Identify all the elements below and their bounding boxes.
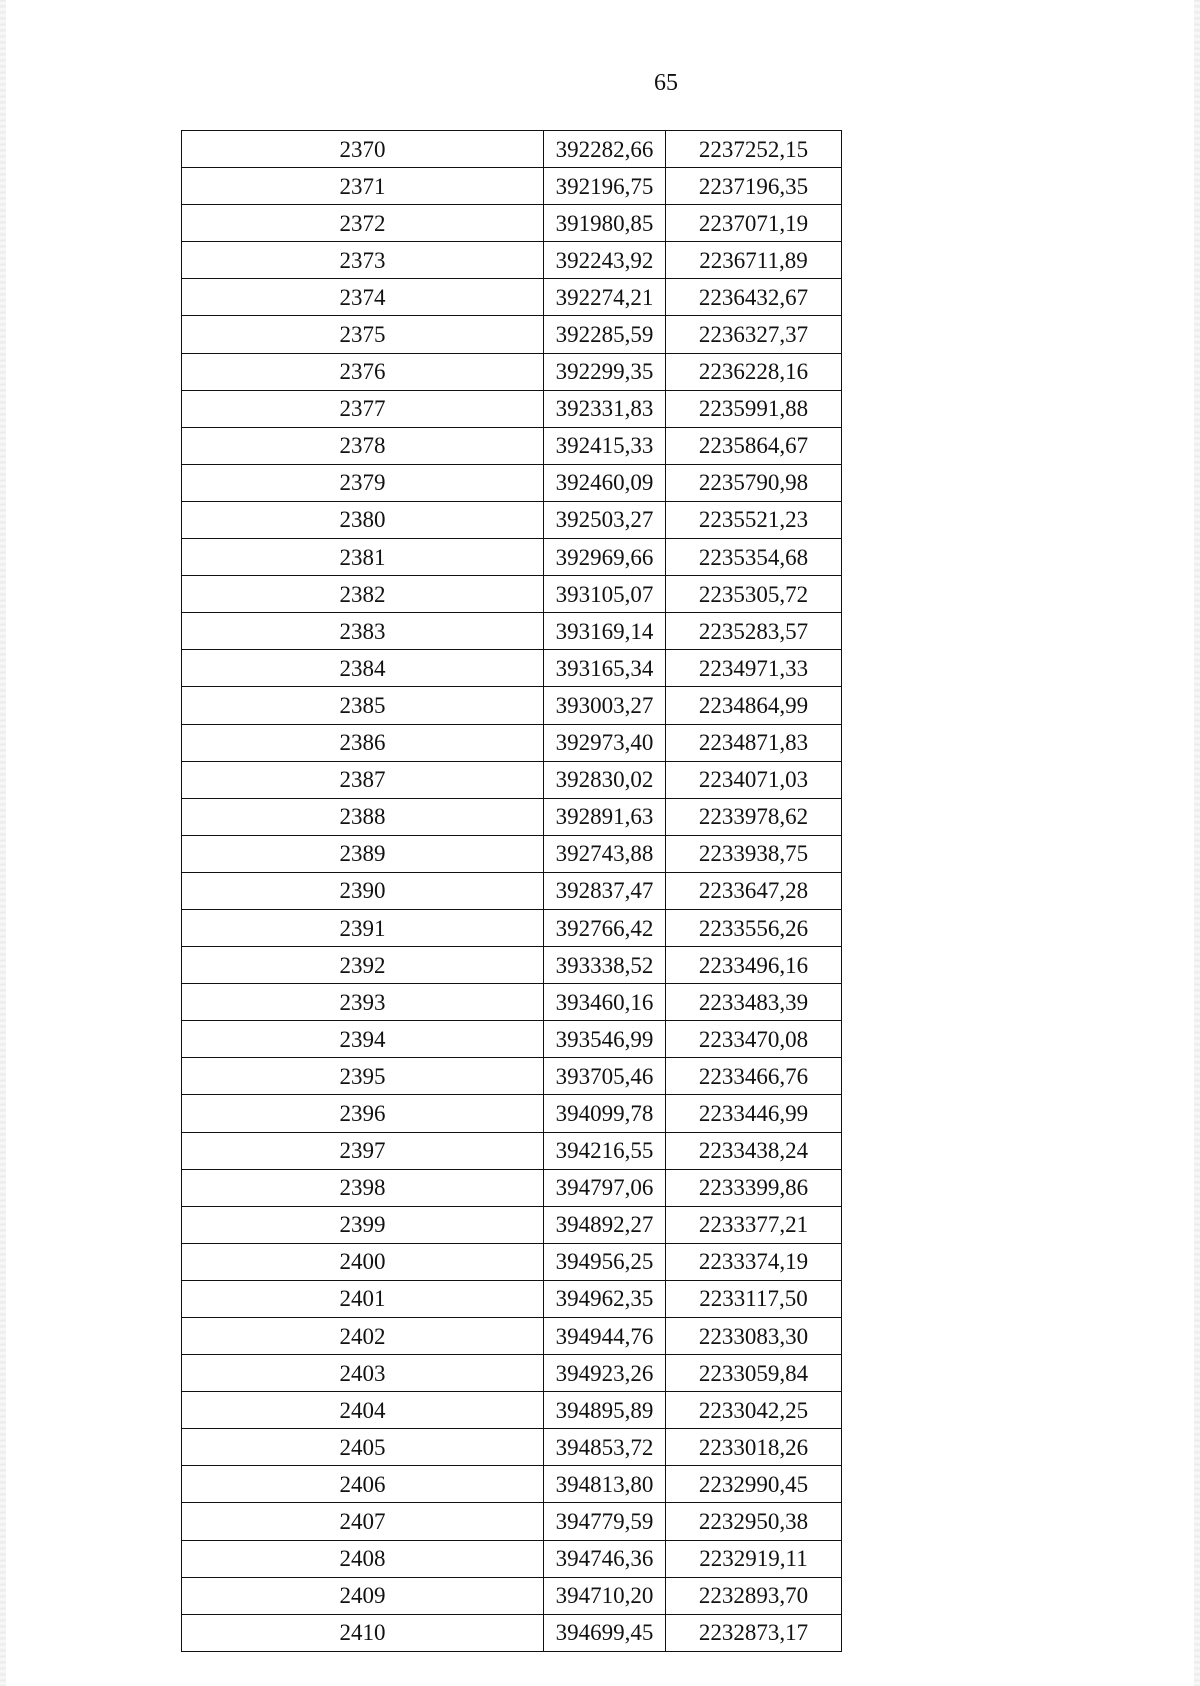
y-coordinate-cell: 2233483,39: [666, 984, 842, 1021]
x-coordinate-cell: 392766,42: [544, 909, 666, 946]
y-coordinate-cell: 2235354,68: [666, 539, 842, 576]
y-coordinate-cell: 2233042,25: [666, 1392, 842, 1429]
table-row: [182, 1095, 842, 1132]
y-coordinate-cell: 2233117,50: [666, 1280, 842, 1317]
y-coordinate-cell: 2235283,57: [666, 613, 842, 650]
scan-edge-right: [1194, 0, 1200, 1686]
x-coordinate-cell: 391980,85: [544, 205, 666, 242]
x-coordinate-cell: 393169,14: [544, 613, 666, 650]
point-number-cell: 2372: [182, 205, 544, 242]
table-row: [182, 464, 842, 501]
point-number-cell: 2390: [182, 872, 544, 909]
y-coordinate-cell: 2235864,67: [666, 427, 842, 464]
y-coordinate-cell: 2234971,33: [666, 650, 842, 687]
table-row: [182, 316, 842, 353]
y-coordinate-cell: 2234864,99: [666, 687, 842, 724]
point-number-cell: 2395: [182, 1058, 544, 1095]
point-number-cell: 2386: [182, 724, 544, 761]
y-coordinate-cell: 2232990,45: [666, 1466, 842, 1503]
table-row: [182, 650, 842, 687]
x-coordinate-cell: 392503,27: [544, 501, 666, 538]
y-coordinate-cell: 2233438,24: [666, 1132, 842, 1169]
table-row: [182, 1169, 842, 1206]
y-coordinate-cell: 2237196,35: [666, 168, 842, 205]
y-coordinate-cell: 2234871,83: [666, 724, 842, 761]
table-row: [182, 909, 842, 946]
point-number-cell: 2397: [182, 1132, 544, 1169]
y-coordinate-cell: 2233496,16: [666, 947, 842, 984]
point-number-cell: 2378: [182, 427, 544, 464]
table-row: [182, 1132, 842, 1169]
point-number-cell: 2380: [182, 501, 544, 538]
x-coordinate-cell: 392743,88: [544, 835, 666, 872]
point-number-cell: 2393: [182, 984, 544, 1021]
y-coordinate-cell: 2233470,08: [666, 1021, 842, 1058]
table-row: [182, 613, 842, 650]
x-coordinate-cell: 392415,33: [544, 427, 666, 464]
table-row: [182, 1318, 842, 1355]
point-number-cell: 2391: [182, 909, 544, 946]
y-coordinate-cell: 2233446,99: [666, 1095, 842, 1132]
point-number-cell: 2410: [182, 1614, 544, 1651]
point-number-cell: 2404: [182, 1392, 544, 1429]
y-coordinate-cell: 2233647,28: [666, 872, 842, 909]
table-row: [182, 353, 842, 390]
y-coordinate-cell: 2235305,72: [666, 576, 842, 613]
y-coordinate-cell: 2235991,88: [666, 390, 842, 427]
table-row: [182, 1429, 842, 1466]
y-coordinate-cell: 2233978,62: [666, 798, 842, 835]
scan-edge-left: [0, 0, 6, 1686]
x-coordinate-cell: 393165,34: [544, 650, 666, 687]
point-number-cell: 2389: [182, 835, 544, 872]
y-coordinate-cell: 2235521,23: [666, 501, 842, 538]
point-number-cell: 2385: [182, 687, 544, 724]
table-row: [182, 1206, 842, 1243]
y-coordinate-cell: 2234071,03: [666, 761, 842, 798]
point-number-cell: 2374: [182, 279, 544, 316]
x-coordinate-cell: 393705,46: [544, 1058, 666, 1095]
x-coordinate-cell: 392973,40: [544, 724, 666, 761]
point-number-cell: 2407: [182, 1503, 544, 1540]
y-coordinate-cell: 2232893,70: [666, 1577, 842, 1614]
table-row: [182, 390, 842, 427]
table-row: [182, 798, 842, 835]
point-number-cell: 2399: [182, 1206, 544, 1243]
point-number-cell: 2403: [182, 1355, 544, 1392]
x-coordinate-cell: 394746,36: [544, 1540, 666, 1577]
x-coordinate-cell: 394944,76: [544, 1318, 666, 1355]
point-number-cell: 2377: [182, 390, 544, 427]
x-coordinate-cell: 394853,72: [544, 1429, 666, 1466]
x-coordinate-cell: 393105,07: [544, 576, 666, 613]
x-coordinate-cell: 394216,55: [544, 1132, 666, 1169]
table-row: [182, 1577, 842, 1614]
table-row: [182, 1614, 842, 1651]
table-row: [182, 947, 842, 984]
page-number: 65: [654, 70, 678, 96]
x-coordinate-cell: 392285,59: [544, 316, 666, 353]
point-number-cell: 2401: [182, 1280, 544, 1317]
x-coordinate-cell: 392891,63: [544, 798, 666, 835]
y-coordinate-cell: 2233556,26: [666, 909, 842, 946]
coordinates-table: [181, 130, 842, 1652]
point-number-cell: 2408: [182, 1540, 544, 1577]
point-number-cell: 2405: [182, 1429, 544, 1466]
y-coordinate-cell: 2236432,67: [666, 279, 842, 316]
x-coordinate-cell: 392274,21: [544, 279, 666, 316]
x-coordinate-cell: 392460,09: [544, 464, 666, 501]
x-coordinate-cell: 394892,27: [544, 1206, 666, 1243]
x-coordinate-cell: 393338,52: [544, 947, 666, 984]
table-row: [182, 687, 842, 724]
table-row: [182, 1466, 842, 1503]
x-coordinate-cell: 394956,25: [544, 1243, 666, 1280]
y-coordinate-cell: 2233374,19: [666, 1243, 842, 1280]
y-coordinate-cell: 2233083,30: [666, 1318, 842, 1355]
x-coordinate-cell: 392837,47: [544, 872, 666, 909]
x-coordinate-cell: 392243,92: [544, 242, 666, 279]
x-coordinate-cell: 392331,83: [544, 390, 666, 427]
y-coordinate-cell: 2233466,76: [666, 1058, 842, 1095]
point-number-cell: 2409: [182, 1577, 544, 1614]
y-coordinate-cell: 2232950,38: [666, 1503, 842, 1540]
point-number-cell: 2406: [182, 1466, 544, 1503]
table-row: [182, 1021, 842, 1058]
table-row: [182, 835, 842, 872]
point-number-cell: 2373: [182, 242, 544, 279]
table-row: [182, 168, 842, 205]
x-coordinate-cell: 392196,75: [544, 168, 666, 205]
y-coordinate-cell: 2233377,21: [666, 1206, 842, 1243]
y-coordinate-cell: 2233059,84: [666, 1355, 842, 1392]
point-number-cell: 2382: [182, 576, 544, 613]
x-coordinate-cell: 393546,99: [544, 1021, 666, 1058]
table-row: [182, 539, 842, 576]
point-number-cell: 2370: [182, 131, 544, 168]
y-coordinate-cell: 2233018,26: [666, 1429, 842, 1466]
x-coordinate-cell: 394699,45: [544, 1614, 666, 1651]
table-row: [182, 761, 842, 798]
point-number-cell: 2384: [182, 650, 544, 687]
point-number-cell: 2379: [182, 464, 544, 501]
y-coordinate-cell: 2237071,19: [666, 205, 842, 242]
x-coordinate-cell: 392969,66: [544, 539, 666, 576]
y-coordinate-cell: 2233399,86: [666, 1169, 842, 1206]
y-coordinate-cell: 2233938,75: [666, 835, 842, 872]
y-coordinate-cell: 2237252,15: [666, 131, 842, 168]
table-row: [182, 1243, 842, 1280]
point-number-cell: 2381: [182, 539, 544, 576]
point-number-cell: 2400: [182, 1243, 544, 1280]
table-row: [182, 872, 842, 909]
x-coordinate-cell: 394813,80: [544, 1466, 666, 1503]
x-coordinate-cell: 392830,02: [544, 761, 666, 798]
x-coordinate-cell: 393003,27: [544, 687, 666, 724]
x-coordinate-cell: 393460,16: [544, 984, 666, 1021]
point-number-cell: 2396: [182, 1095, 544, 1132]
x-coordinate-cell: 394710,20: [544, 1577, 666, 1614]
table-row: [182, 1503, 842, 1540]
point-number-cell: 2375: [182, 316, 544, 353]
x-coordinate-cell: 394895,89: [544, 1392, 666, 1429]
x-coordinate-cell: 394923,26: [544, 1355, 666, 1392]
table-row: [182, 279, 842, 316]
table-row: [182, 427, 842, 464]
x-coordinate-cell: 394099,78: [544, 1095, 666, 1132]
x-coordinate-cell: 394779,59: [544, 1503, 666, 1540]
y-coordinate-cell: 2236327,37: [666, 316, 842, 353]
coordinates-table-body: [182, 131, 842, 1652]
point-number-cell: 2383: [182, 613, 544, 650]
table-row: [182, 1058, 842, 1095]
table-row: [182, 242, 842, 279]
point-number-cell: 2388: [182, 798, 544, 835]
point-number-cell: 2376: [182, 353, 544, 390]
y-coordinate-cell: 2235790,98: [666, 464, 842, 501]
y-coordinate-cell: 2232919,11: [666, 1540, 842, 1577]
point-number-cell: 2394: [182, 1021, 544, 1058]
table-row: [182, 1392, 842, 1429]
x-coordinate-cell: 394962,35: [544, 1280, 666, 1317]
table-row: [182, 131, 842, 168]
x-coordinate-cell: 392299,35: [544, 353, 666, 390]
y-coordinate-cell: 2236228,16: [666, 353, 842, 390]
x-coordinate-cell: 392282,66: [544, 131, 666, 168]
table-row: [182, 1280, 842, 1317]
point-number-cell: 2371: [182, 168, 544, 205]
point-number-cell: 2392: [182, 947, 544, 984]
table-row: [182, 501, 842, 538]
point-number-cell: 2402: [182, 1318, 544, 1355]
y-coordinate-cell: 2236711,89: [666, 242, 842, 279]
point-number-cell: 2387: [182, 761, 544, 798]
table-row: [182, 1540, 842, 1577]
table-row: [182, 205, 842, 242]
x-coordinate-cell: 394797,06: [544, 1169, 666, 1206]
y-coordinate-cell: 2232873,17: [666, 1614, 842, 1651]
table-row: [182, 724, 842, 761]
table-row: [182, 576, 842, 613]
table-row: [182, 984, 842, 1021]
point-number-cell: 2398: [182, 1169, 544, 1206]
table-row: [182, 1355, 842, 1392]
